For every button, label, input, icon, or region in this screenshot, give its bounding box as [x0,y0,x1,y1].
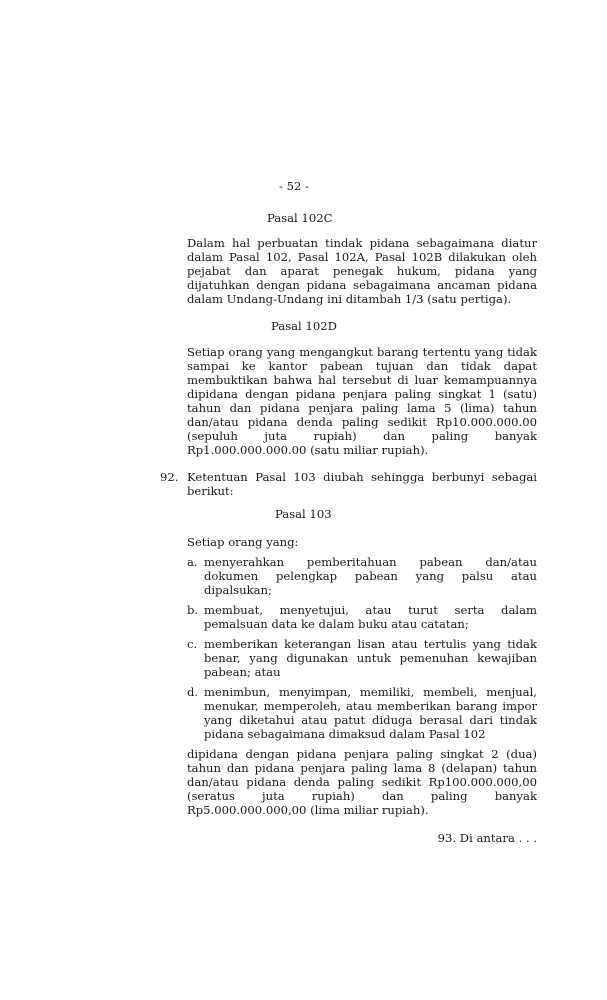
text-line: menimbun, menyimpan, memiliki, membeli, menjual, [204,685,537,699]
text-line: Ketentuan Pasal 103 diubah sehingga berbunyi sebagai [187,470,537,484]
text-line: benar, yang digunakan untuk pemenuhan kewajiban [204,651,537,665]
pasal-103-penalty [187,747,537,817]
text-line: tahun dan pidana penjara paling lama 8 (delapan) tahun [187,761,537,775]
list-item-b [187,603,537,631]
text-line: pabean; atau [204,665,281,679]
text-line: dan/atau pidana denda paling sedikit Rp100.000.000,00 [187,775,537,789]
text-line: sampai ke kantor pabean tujuan dan tidak dapat [187,359,537,373]
pasal-103-heading: Pasal 103 [275,507,332,521]
pasal-102d-heading: Pasal 102D [271,319,337,333]
text-line: dan/atau pidana denda paling sedikit Rp10.000.000.00 [187,415,537,429]
list-item-text [204,685,537,741]
text-line: tahun dan pidana penjara paling lama 5 (lima) tahun [187,401,537,415]
text-line: dipidana dengan pidana penjara paling singkat 1 (satu) [187,387,537,401]
pasal-102d-paragraph [187,345,537,457]
pasal-102c-heading: Pasal 102C [267,211,333,225]
text-line: Setiap orang yang mengangkut barang tertentu yang tidak [187,345,537,359]
text-line: dalam Pasal 102, Pasal 102A, Pasal 102B dilakukan oleh [187,250,537,264]
text-line: dokumen pelengkap pabean yang palsu atau [204,569,537,583]
text-line: pidana sebagaimana dimaksud dalam Pasal 102 [204,727,486,741]
list-item-a [187,555,537,597]
text-line: yang diketahui atau patut diduga berasal dari tindak [204,713,537,727]
text-line: Dalam hal perbuatan tindak pidana sebagaimana diatur [187,236,537,250]
text-line: menukar, memperoleh, atau memberikan barang impor [204,699,537,713]
item-92-text [187,470,537,498]
list-item-d [187,685,537,741]
text-line: Rp1.000.000.000.00 (satu miliar rupiah). [187,443,429,457]
footer-catchword: 93. Di antara . . . [437,831,537,845]
text-line: dipalsukan; [204,583,272,597]
list-item-text [204,637,537,679]
list-item-c [187,637,537,679]
text-line: dijatuhkan dengan pidana sebagaimana ancaman pidana [187,278,537,292]
text-line: dipidana dengan pidana penjara paling singkat 2 (dua) [187,747,537,761]
list-item-label: a. [187,555,198,569]
pasal-103-intro: Setiap orang yang: [187,535,299,549]
text-line: memberikan keterangan lisan atau tertulis yang tidak [204,637,537,651]
text-line: menyerahkan pemberitahuan pabean dan/atau [204,555,537,569]
text-line: pejabat dan aparat penegak hukum, pidana yang [187,264,537,278]
text-line: (seratus juta rupiah) dan paling banyak [187,789,537,803]
pasal-102c-paragraph [187,236,537,306]
text-line: dalam Undang-Undang ini ditambah 1/3 (satu pertiga). [187,292,512,306]
page-number: - 52 - [279,179,309,193]
text-line: (sepuluh juta rupiah) dan paling banyak [187,429,537,443]
list-item-label: b. [187,603,199,617]
list-item-label: d. [187,685,199,699]
text-line: membuat, menyetujui, atau turut serta dalam [204,603,537,617]
text-line: berikut: [187,484,234,498]
item-92-number: 92. [160,470,179,484]
list-item-label: c. [187,637,198,651]
text-line: pemalsuan data ke dalam buku atau catatan; [204,617,469,631]
text-line: Rp5.000.000.000,00 (lima miliar rupiah). [187,803,429,817]
text-line: membuktikan bahwa hal tersebut di luar kemampuannya [187,373,537,387]
list-item-text [204,555,537,597]
list-item-text [204,603,537,631]
